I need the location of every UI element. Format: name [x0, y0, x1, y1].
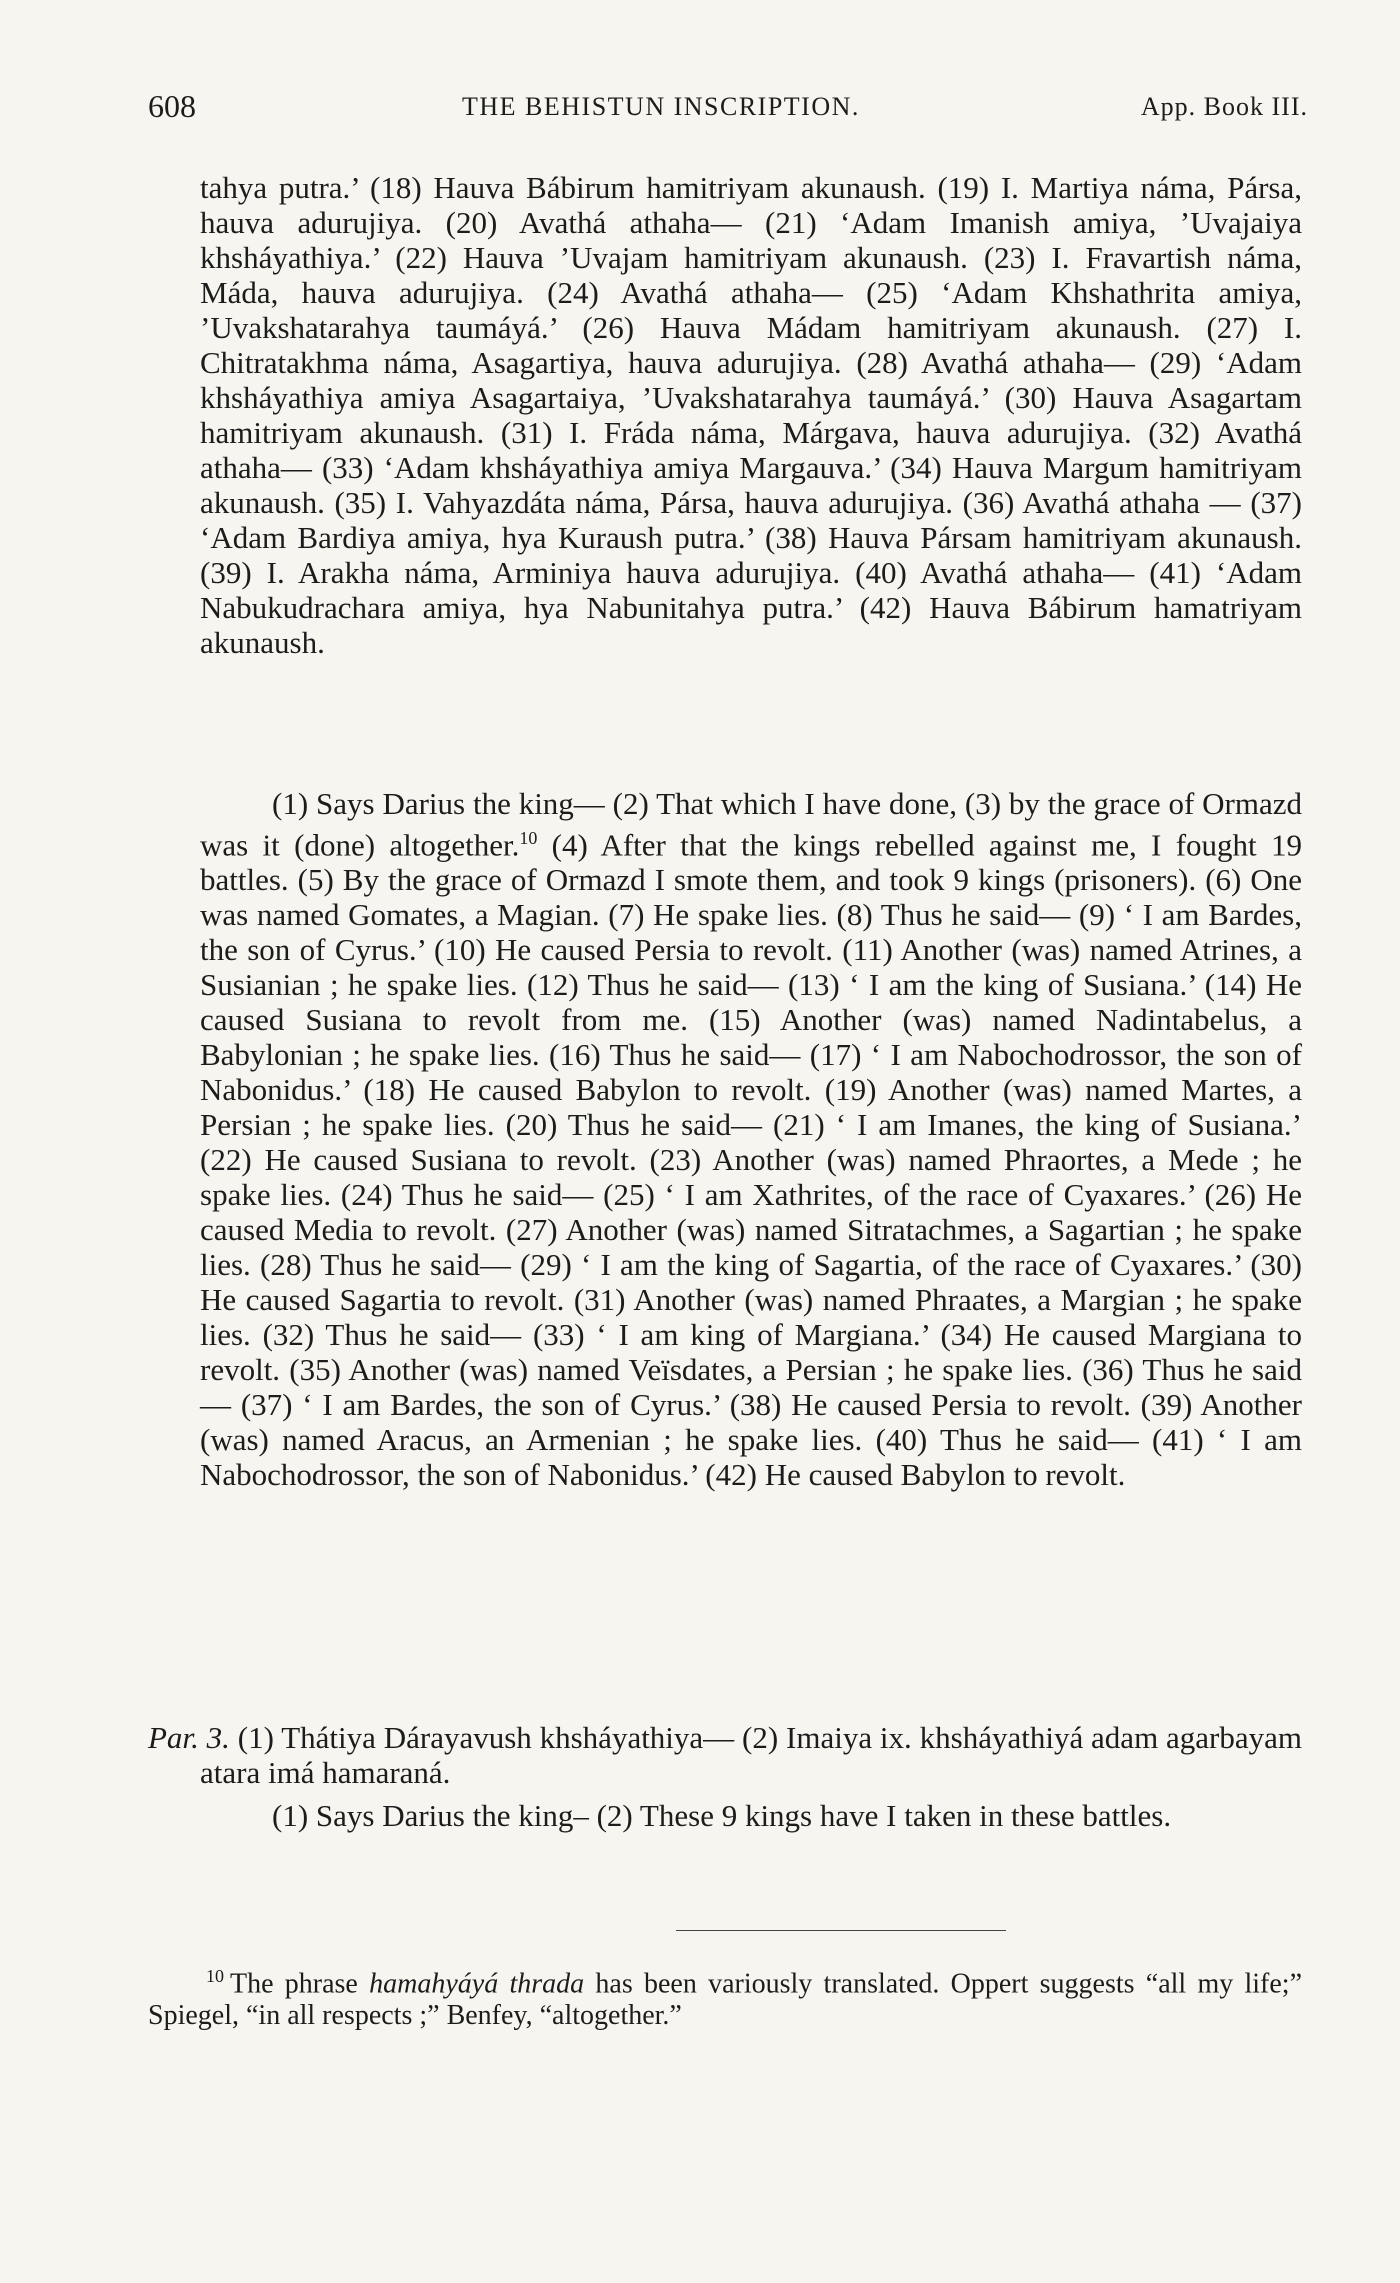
paragraph-3-text: (1) Thátiya Dárayavush khsháyathiya— (2) Imaiya ix. khsháyathiyá adam agarbayam atara imá hamaraná.	[200, 1720, 1302, 1790]
footnote-number: 10	[206, 1966, 224, 1986]
translation-paragraph	[200, 786, 1302, 1492]
running-title: THE BEHISTUN INSCRIPTION.	[462, 92, 860, 121]
section-label: App. Book III.	[1140, 92, 1308, 121]
paragraph-3-transliteration	[148, 1720, 1302, 1790]
page-number: 608	[148, 88, 196, 124]
footnote-text-rest: has been variously translated. Oppert suggests “all my life;” Spiegel, “in all respects ;” Benfey, “altogether.”	[148, 1968, 1303, 2032]
translation-block	[200, 786, 1302, 1492]
translation-text-rest: (4) After that the kings rebelled against me, I fought 19 battles. (5) By the grace of Ormazd I smote them, and took 9 kings (prisoners). (6) One was named Gomates, a Magian. (7) He spake lies. (8) Thus he said— (9) ‘ I am Bardes, the son of Cyrus.’ (10) He caused Persia to revolt. (11) Another (was) named Atrines, a Susianian ; he spake lies. (12) Thus he said— (13) ‘ I am the king of Susiana.’ (14) He caused Susiana to revolt from me. (15) Another (was) named Nadintabelus, a Babylonian ; he spake lies. (16) Thus he said— (17) ‘ I am Nabochodrossor, the son of Nabonidus.’ (18) He caused Babylon to revolt. (19) Another (was) named Martes, a Persian ; he spake lies. (20) Thus he said— (21) ‘ I am Imanes, the king of Susiana.’ (22) He caused Susiana to revolt. (23) Another (was) named Phraortes, a Mede ; he spake lies. (24) Thus he said— (25) ‘ I am Xathrites, of the race of Cyaxares.’ (26) He caused Media to revolt. (27) Another (was) named Sitratachmes, a Sagartian ; he spake lies. (28) Thus he said— (29) ‘ I am the king of Sagartia, of the race of Cyaxares.’ (30) He caused Sagartia to revolt. (31) Another (was) named Phraates, a Margian ; he spake lies. (32) Thus he said— (33) ‘ I am king of Margiana.’ (34) He caused Margiana to revolt. (35) Another (was) named Veïsdates, a Persian ; he spake lies. (36) Thus he said— (37) ‘ I am Bardes, the son of Cyrus.’ (38) He caused Persia to revolt. (39) Another (was) named Aracus, an Armenian ; he spake lies. (40) Thus he said— (41) ‘ I am Nabochodrossor, the son of Nabonidus.’ (42) He caused Babylon to revolt.	[200, 827, 1302, 1493]
footnote-text-start: The phrase	[230, 1968, 370, 2000]
translation-text-start: (1) Says Darius the king— (2) That which I have done, (3) by the grace of Ormazd was it (done) altogether.	[200, 786, 1302, 863]
paragraph-label: Par. 3.	[148, 1720, 230, 1755]
footnote-paragraph	[148, 1960, 1302, 2032]
footnote-phrase: hamahyáyá thrada	[369, 1968, 585, 2000]
footnote-divider	[676, 1930, 1006, 1931]
running-header	[148, 88, 1308, 128]
footnote	[148, 1960, 1302, 2032]
transliteration-paragraph: tahya putra.’ (18) Hauva Bábirum hamitriyam akunaush. (19) I. Martiya náma, Pársa, hauva adurujiya. (20) Avathá athaha— (21) ‘Adam Imanish amiya, ’Uvajaiya khsháyathiya.’ (22) Hauva ’Uvajam hamitriyam akunaush. (23) I. Fravartish náma, Máda, hauva adurujiya. (24) Avathá athaha— (25) ‘Adam Khshathrita amiya, ’Uvakshatarahya taumáyá.’ (26) Hauva Mádam hamitriyam akunaush. (27) I. Chitratakhma náma, Asagartiya, hauva adurujiya. (28) Avathá athaha— (29) ‘Adam khsháyathiya amiya Asagartaiya, ’Uvakshatarahya taumáyá.’ (30) Hauva Asagartam hamitriyam akunaush. (31) I. Fráda náma, Márgava, hauva adurujiya. (32) Avathá athaha— (33) ‘Adam khsháyathiya amiya Margauva.’ (34) Hauva Margum hamitriyam akunaush. (35) I. Vahyazdáta náma, Pársa, hauva adurujiya. (36) Avathá athaha — (37) ‘Adam Bardiya amiya, hya Kuraush putra.’ (38) Hauva Pársam hamitriyam akunaush. (39) I. Arakha náma, Arminiya hauva adurujiya. (40) Avathá athaha— (41) ‘Adam Nabukudrachara amiya, hya Nabunitahya putra.’ (42) Hauva Bábirum hamatriyam akunaush.	[200, 170, 1302, 660]
footnote-reference[interactable]: 10	[519, 828, 538, 848]
paragraph-3-block	[148, 1720, 1302, 1833]
transliteration-block	[200, 170, 1302, 660]
paragraph-3-translation: (1) Says Darius the king– (2) These 9 kings have I taken in these battles.	[272, 1798, 1172, 1833]
